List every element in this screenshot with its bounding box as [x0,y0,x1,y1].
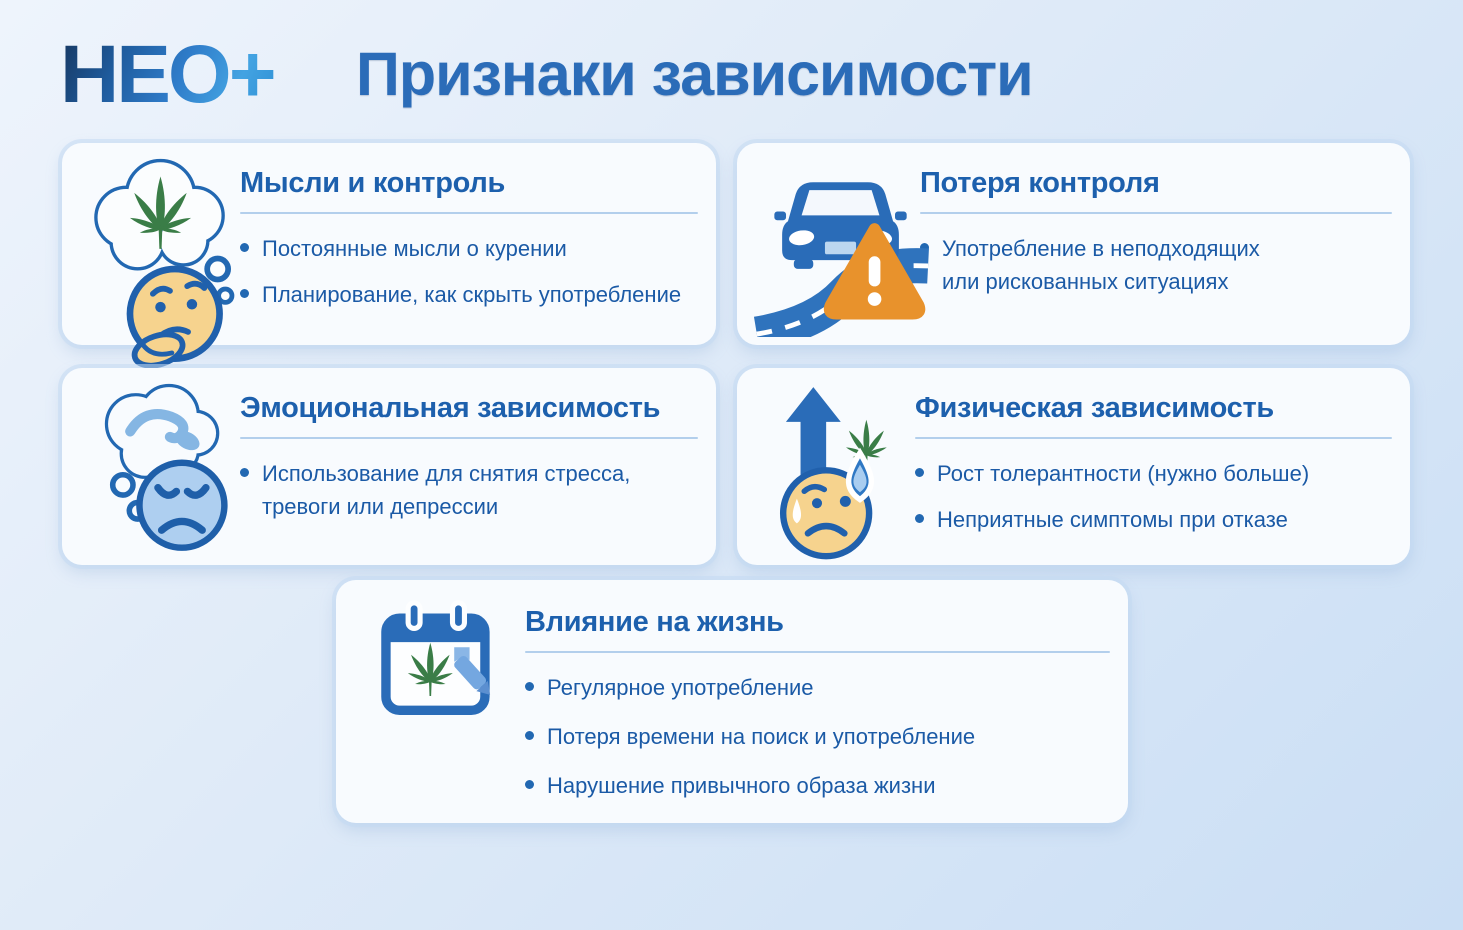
bullet-item: Потеря времени на поиск и употребление [525,720,1110,753]
card-title: Влияние на жизнь [525,606,784,638]
bullet-list [240,232,698,311]
sad-blue-face [139,463,224,548]
title-underline [240,437,698,439]
page-title: Признаки зависимости [356,40,1033,108]
bullet-item: Нарушение привычного образа жизни [525,769,1110,802]
card-title: Потеря контроля [920,167,1160,199]
bullet-item: Постоянные мысли о курении [240,232,698,265]
bullet-dot [915,514,924,523]
thinking-face-cannabis-thought-bubble-icon [76,147,244,371]
sad-face-smoke-thought-bubble-icon [82,376,244,556]
card-title: Эмоциональная зависимость [240,392,661,424]
sad-face-arrow-up-cannabis-teardrop-icon [753,374,913,562]
card-title: Физическая зависимость [915,392,1274,424]
card-emotional-dependence [62,368,716,565]
water-drop-icon [849,453,872,500]
calendar-cannabis-pencil-icon [374,596,502,724]
title-underline [525,651,1110,653]
bullet-list [240,457,698,523]
thinking-face [130,269,220,371]
bullet-dot [525,682,534,691]
card-thoughts-and-control [62,143,716,345]
title-underline [240,212,698,214]
title-underline [920,212,1392,214]
arrow-up-icon [786,387,841,480]
card-title: Мысли и контроль [240,167,505,199]
card-loss-of-control [737,143,1410,345]
bullet-item: Использование для снятия стресса, тревоги или депрессии [240,457,698,523]
card-impact-on-life [336,580,1128,823]
bullet-dot [525,731,534,740]
bullet-item: Рост толерантности (нужно больше) [915,457,1392,490]
car-road-warning-triangle-icon [751,157,931,337]
bullet-item: Употребление в неподходящих или рискованных ситуациях [920,232,1392,298]
title-underline [915,437,1392,439]
bullet-dot [915,468,924,477]
bullet-item: Регулярное употребление [525,671,1110,704]
bullet-item: Неприятные симптомы при отказе [915,503,1392,536]
bullet-list [920,232,1392,298]
bullet-item: Планирование, как скрыть употребление [240,278,698,311]
bullet-dot [525,780,534,789]
card-physical-dependence [737,368,1410,565]
bullet-list [525,671,1110,802]
bullet-list [915,457,1392,536]
brand-logo: НЕО+ [60,29,274,120]
